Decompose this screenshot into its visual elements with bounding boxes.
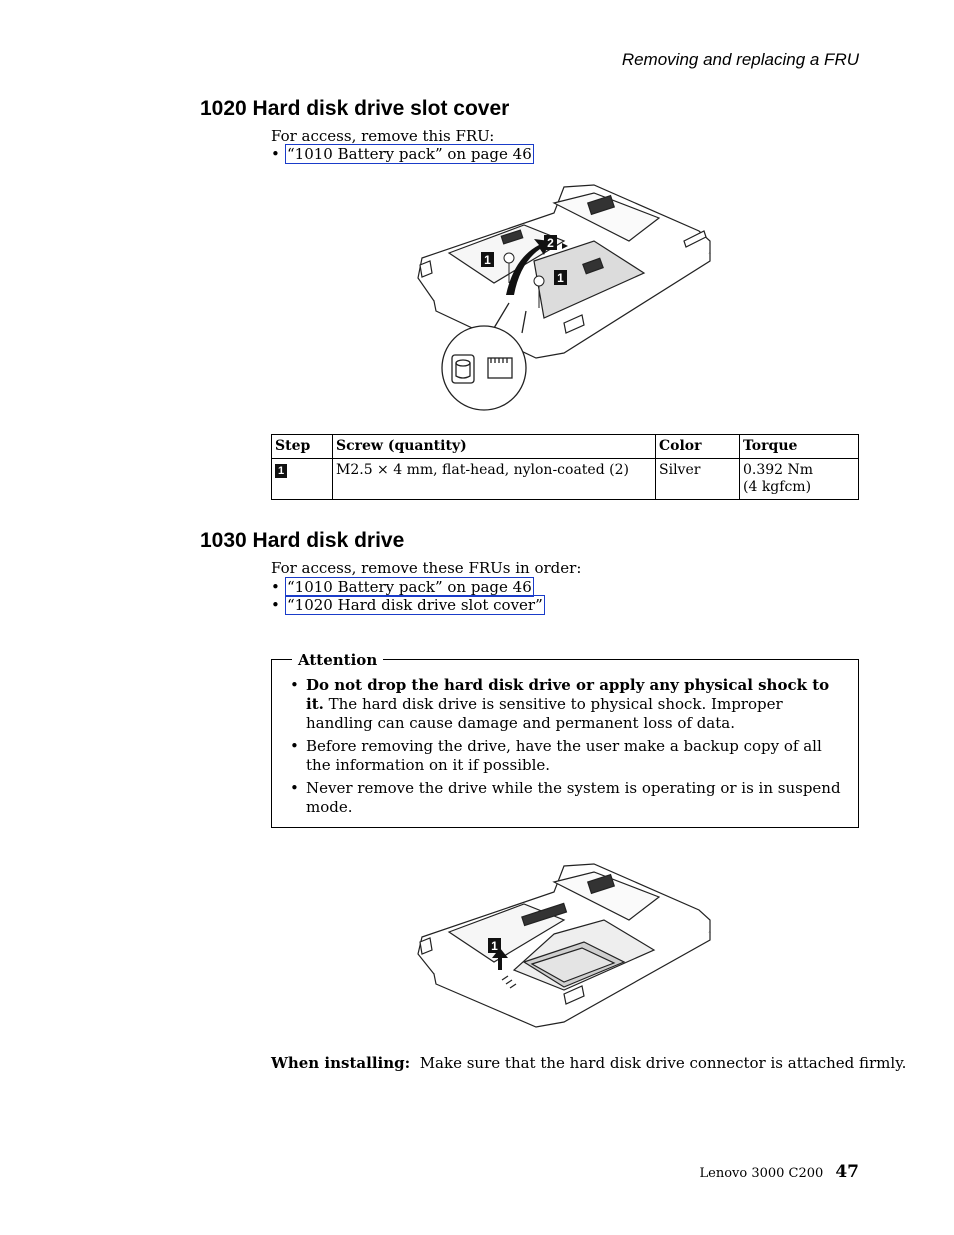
table-cell-screw: M2.5 × 4 mm, flat-head, nylon-coated (2) [333, 459, 656, 500]
table-cell-torque: 0.392 Nm (4 kgfcm) [740, 459, 859, 500]
table-header-cell: Torque [740, 435, 859, 459]
slot-cover-figure [414, 183, 714, 413]
table-header-cell: Screw (quantity) [333, 435, 656, 459]
table-header-row [272, 435, 859, 459]
svg-text:1: 1 [484, 253, 491, 267]
running-header: Removing and replacing a FRU [621, 50, 859, 69]
hdd-removal-figure [414, 862, 714, 1032]
attention-list [288, 676, 844, 821]
table-cell-color: Silver [656, 459, 740, 500]
list-item: • Do not drop the hard disk drive or apply any physical shock to it. The hard disk drive is sensitive to physical shock. Improper handling can cause damage and permanent loss of data. [290, 676, 830, 732]
svg-text:2: 2 [547, 236, 554, 250]
table-cell-step [272, 459, 333, 500]
svg-text:1: 1 [491, 939, 498, 953]
table-row [272, 459, 859, 500]
list-item: • Never remove the drive while the system is operating or is in suspend mode. [290, 779, 841, 816]
step-badge: 1 [275, 464, 287, 478]
when-installing-label: When installing: [271, 1054, 411, 1072]
slot-cover-link[interactable]: “1020 Hard disk drive slot cover” [287, 596, 543, 614]
battery-pack-link[interactable]: “1010 Battery pack” on page 46 [287, 145, 532, 163]
connector-icon [488, 358, 512, 378]
attention-box [271, 651, 859, 828]
section-title-1020: 1020 Hard disk drive slot cover [200, 97, 510, 120]
list-item: • Before removing the drive, have the user make a backup copy of all the information on it if possible. [290, 737, 822, 774]
page-number: 47 [835, 1162, 859, 1182]
table-header-cell: Color [656, 435, 740, 459]
section-title-1030: 1030 Hard disk drive [200, 529, 405, 552]
attention-title: Attention [292, 651, 383, 669]
svg-text:1: 1 [557, 271, 564, 285]
access-intro-1020: For access, remove this FRU: [271, 127, 495, 145]
table-header-cell: Step [272, 435, 333, 459]
fru-ref-item: • “1010 Battery pack” on page 46 [271, 145, 532, 163]
when-installing-text: Make sure that the hard disk drive connector is attached firmly. [419, 1054, 907, 1072]
hdd-icon [452, 355, 474, 383]
when-installing-note [271, 1054, 906, 1072]
footer-product: Lenovo 3000 C200 [699, 1166, 824, 1181]
access-intro-1030: For access, remove these FRUs in order: [271, 559, 582, 577]
fru-ref-item: • “1020 Hard disk drive slot cover” [271, 596, 543, 614]
battery-pack-link[interactable]: “1010 Battery pack” on page 46 [287, 578, 532, 596]
page-footer [700, 1162, 859, 1182]
screw-table [271, 434, 859, 500]
callout-badge [488, 938, 501, 953]
fru-ref-item: • “1010 Battery pack” on page 46 [271, 578, 532, 596]
